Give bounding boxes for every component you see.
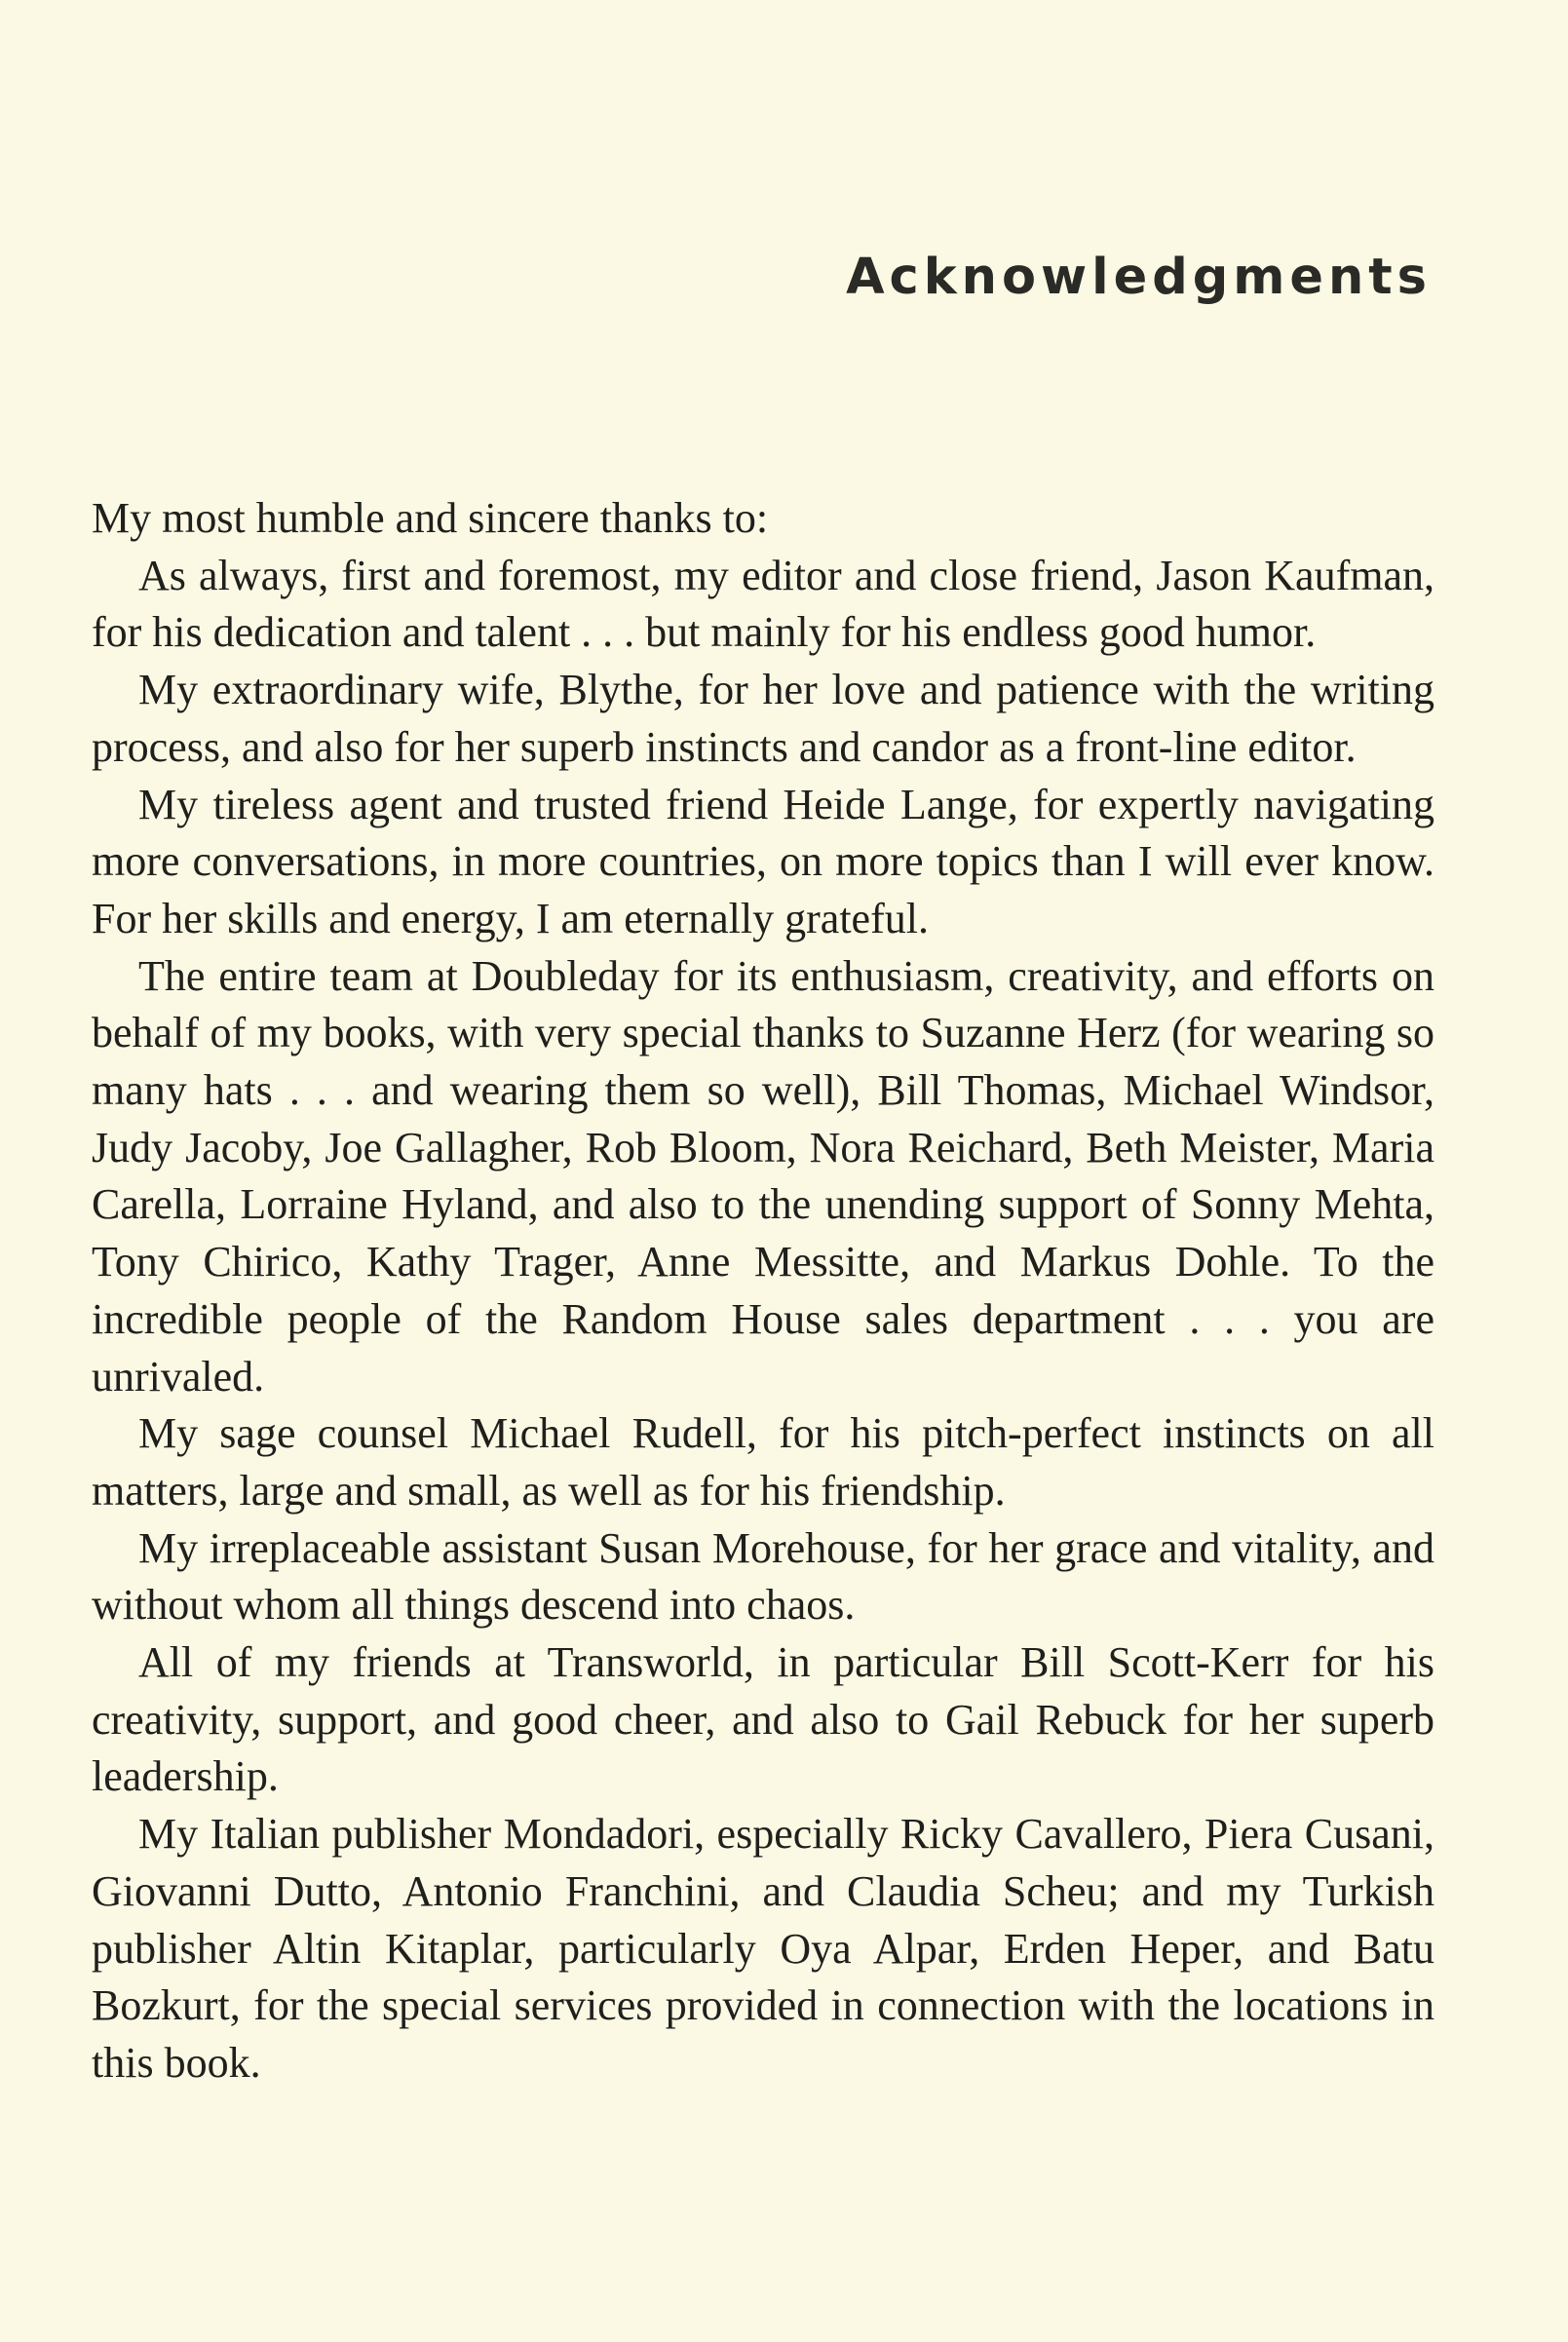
body-text — [92, 490, 1434, 2092]
intro-line: My most humble and sincere thanks to: — [92, 494, 769, 542]
paragraph-agent: My tireless agent and trusted friend Heide Lange, for expertly navigating more conversations, in more countries, on more topics than I will ever know. For her skills and energy, I am eternally grateful. — [92, 780, 1434, 942]
paragraph-wife: My extraordinary wife, Blythe, for her love and patience with the writing process, and also for her superb instincts and candor as a front-line editor. — [92, 666, 1434, 771]
page-heading: Acknowledgments — [846, 249, 1432, 306]
paragraph-counsel: My sage counsel Michael Rudell, for his pitch-perfect instincts on all matters, large and small, as well as for his friendship. — [92, 1409, 1434, 1515]
paragraph-foreign-publishers: My Italian publisher Mondadori, especially Ricky Cavallero, Piera Cusani, Giovanni Dutto, Antonio Franchini, and Claudia Scheu; and my Turkish publisher Altin Kitaplar, particularly Oya Alpar, Erden Heper, and Batu Bozkurt, for the special services provided in connection with the locations in this book. — [92, 1810, 1434, 2087]
paragraph-assistant: My irreplaceable assistant Susan Morehouse, for her grace and vitality, and without whom all things descend into chaos. — [92, 1523, 1434, 1630]
paragraph-doubleday: The entire team at Doubleday for its enthusiasm, creativity, and efforts on behalf of my books, with very special thanks to Suzanne Herz (for wearing so many hats . . . and wearing them so well), Bill Thomas, Michael Windsor, Judy Jacoby, Joe Gallagher, Rob Bloom, Nora Reichard, Beth Meister, Maria Carella, Lorraine Hyland, and also to the unending support of Sonny Mehta, Tony Chirico, Kathy Trager, Anne Messitte, and Markus Dohle. To the incredible people of the Random House sales department . . . you are unrivaled. — [92, 951, 1434, 1401]
paragraph-transworld: All of my friends at Transworld, in particular Bill Scott-Kerr for his creativity, support, and good cheer, and also to Gail Rebuck for her superb leadership. — [92, 1638, 1434, 1801]
paragraph-editor: As always, first and foremost, my editor and close friend, Jason Kaufman, for his dedication and talent . . . but mainly for his endless good humor. — [92, 551, 1434, 657]
